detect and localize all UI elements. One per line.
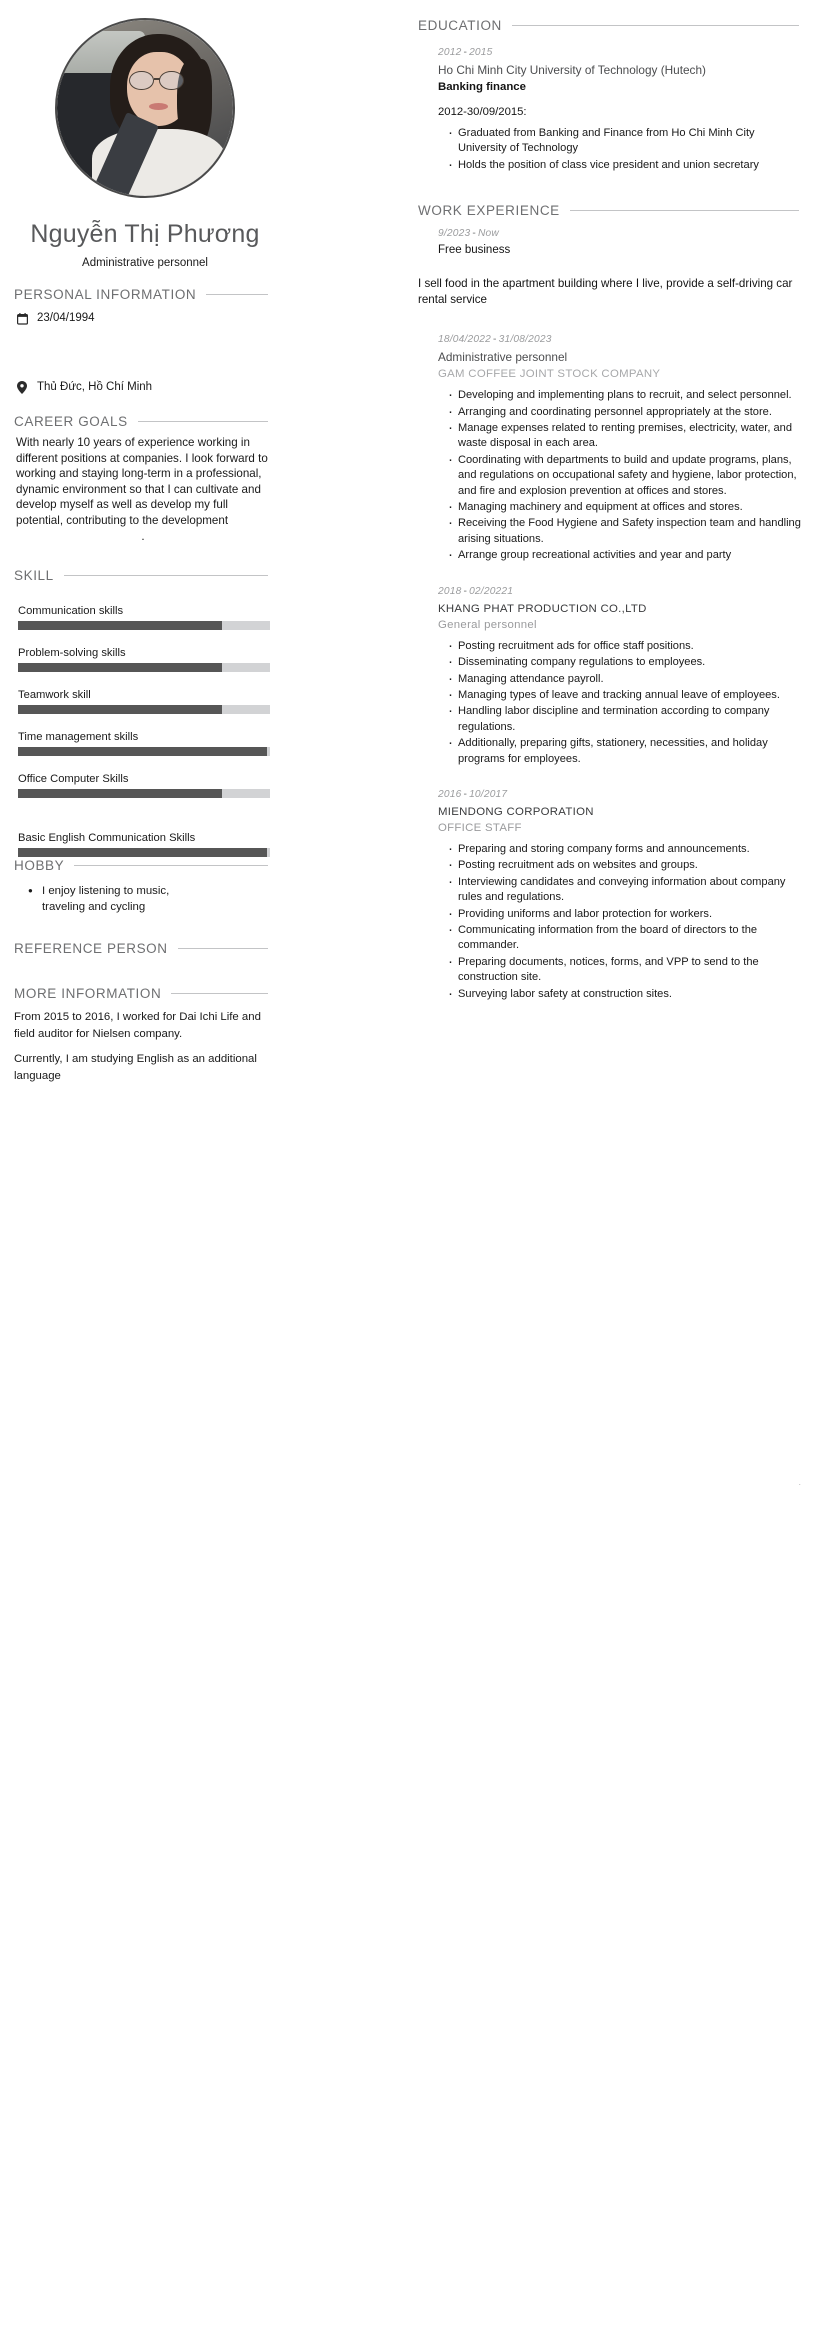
list-item: · Preparing documents, notices, forms, and VPP to send to the construction site. — [448, 955, 803, 986]
hobby-list — [28, 883, 290, 915]
birthdate-value: 23/04/1994 — [37, 312, 95, 324]
section-hobby — [14, 858, 268, 873]
more-information-body — [14, 1009, 276, 1084]
section-education — [418, 18, 799, 33]
location-value: Thủ Đức, Hồ Chí Minh — [37, 381, 153, 393]
list-item: · Communicating information from the board of directors to the commander. — [448, 923, 803, 954]
list-item: · Receiving the Food Hygiene and Safety inspection team and handling arising situations. — [448, 516, 803, 547]
job-role: OFFICE STAFF — [438, 821, 522, 834]
list-item: · Graduated from Banking and Finance from Ho Chi Minh City University of Technology — [448, 126, 803, 157]
skill-fill — [18, 747, 267, 756]
section-heading-label: EDUCATION — [418, 18, 502, 33]
location-row — [16, 381, 290, 394]
education-date-from: 2012 — [438, 47, 462, 58]
job-bullets — [448, 388, 803, 563]
job-role: General personnel — [438, 618, 537, 631]
skill-fill — [18, 705, 222, 714]
skill-label: Office Computer Skills — [18, 773, 129, 786]
education-date-to: 2015 — [469, 47, 493, 58]
skill-fill — [18, 663, 222, 672]
skill-item — [18, 689, 270, 714]
skill-fill — [18, 789, 222, 798]
skill-track — [18, 848, 270, 857]
job-title: Administrative personnel — [82, 257, 208, 269]
job-date-to: 10/2017 — [469, 788, 508, 800]
skill-item — [18, 773, 270, 798]
heading-rule — [171, 993, 268, 994]
avatar-ring — [55, 18, 235, 198]
education-school: Ho Chi Minh City University of Technology (Hutech) — [438, 63, 706, 77]
career-goals-text — [16, 435, 270, 544]
job-entry — [418, 789, 813, 834]
skill-track — [18, 747, 270, 756]
section-heading-label: WORK EXPERIENCE — [418, 203, 560, 219]
job-role: Administrative personnel — [438, 350, 568, 365]
heading-rule — [64, 575, 268, 576]
section-personal-information — [14, 287, 268, 302]
skill-item — [18, 731, 270, 756]
skill-track — [18, 705, 270, 714]
skill-item — [18, 647, 270, 672]
heading-rule — [570, 210, 799, 211]
career-goals-tail: . — [141, 529, 145, 543]
list-item: · Managing machinery and equipment at offices and stores. — [448, 500, 803, 515]
job-date-to: 31/08/2023 — [498, 334, 552, 346]
job-date-from: 2016 — [438, 788, 462, 800]
map-pin-icon — [16, 381, 28, 394]
job-entry — [418, 586, 813, 631]
job-date-from: 9/2023 — [438, 228, 471, 240]
section-heading-label: PERSONAL INFORMATION — [14, 287, 197, 302]
calendar-icon — [16, 312, 28, 325]
skill-label: Teamwork skill — [18, 689, 91, 702]
list-item: · Arranging and coordinating personnel appropriately at the store. — [448, 405, 803, 420]
section-heading-label: CAREER GOALS — [14, 414, 128, 429]
skill-label: Problem-solving skills — [18, 647, 126, 660]
heading-rule — [178, 948, 268, 949]
job-dates: 18/04/2022 - 31/08/2023 — [438, 334, 552, 346]
list-item — [28, 883, 290, 915]
list-item: · Managing attendance payroll. — [448, 672, 803, 687]
skill-label: Communication skills — [18, 605, 124, 618]
job-role: Free business — [438, 244, 511, 257]
job-entry — [418, 228, 813, 256]
job-bullets — [448, 842, 803, 1002]
job-company: MIENDONG CORPORATION — [438, 805, 594, 818]
job-date-to: Now — [477, 228, 499, 240]
list-item: · Posting recruitment ads for office staff positions. — [448, 639, 803, 654]
hobby-line-2: traveling and cycling — [42, 901, 146, 914]
section-skill — [14, 568, 268, 583]
list-item: · Developing and implementing plans to recruit, and select personnel. — [448, 388, 803, 403]
birthdate-row — [16, 312, 290, 325]
education-dates: 2012 - 2015 — [438, 47, 493, 58]
list-item: · Holds the position of class vice president and union secretary — [448, 158, 803, 173]
job-bullets — [448, 639, 803, 767]
job-entry — [418, 334, 813, 380]
more-info-paragraph: From 2015 to 2016, I worked for Dai Ichi Life and field auditor for Nielsen company. — [14, 1011, 261, 1040]
list-item: · Interviewing candidates and conveying information about company rules and regulations. — [448, 875, 803, 906]
list-item: · Disseminating company regulations to employees. — [448, 655, 803, 670]
skill-track — [18, 663, 270, 672]
section-more-information — [14, 986, 268, 1001]
more-info-paragraph: Currently, I am studying English as an additional language — [14, 1053, 257, 1082]
section-work-experience — [418, 203, 799, 218]
skill-list — [0, 605, 290, 857]
skill-fill — [18, 848, 267, 857]
skill-track — [18, 621, 270, 630]
list-item: · Handling labor discipline and termination according to company regulations. — [448, 704, 803, 735]
skill-track — [18, 789, 270, 798]
section-career-goals — [14, 414, 268, 429]
education-major: Banking finance — [438, 81, 526, 93]
education-detail-label: 2012-30/09/2015: — [438, 106, 527, 118]
list-item: · Manage expenses related to renting premises, electricity, water, and waste disposal in each area. — [448, 421, 803, 452]
list-item: · Providing uniforms and labor protection for workers. — [448, 907, 803, 922]
job-dates: 9/2023 - Now — [438, 228, 499, 240]
job-company: KHANG PHAT PRODUCTION CO.,LTD — [438, 602, 647, 615]
list-item: · Preparing and storing company forms and announcements. — [448, 842, 803, 857]
hobby-line-1: I enjoy listening to music, — [42, 885, 170, 898]
portrait-photo — [57, 20, 233, 196]
section-heading-label: SKILL — [14, 568, 54, 584]
skill-label: Time management skills — [18, 731, 139, 744]
left-column — [0, 0, 290, 1093]
heading-rule — [138, 421, 268, 422]
skill-item — [18, 832, 270, 857]
career-goals-body: With nearly 10 years of experience working in different positions at companies. I look forward to working and staying long-term in a professional, dynamic environment so that I can cultivate and develop myself as well as develop my full potential, contributing to the development — [16, 436, 268, 527]
page-marker: . — [798, 1477, 801, 1487]
job-date-from: 2018 — [438, 585, 462, 597]
avatar — [55, 18, 235, 198]
heading-rule — [206, 294, 268, 295]
list-item: · Surveying labor safety at construction sites. — [448, 987, 803, 1002]
job-dates: 2016 - 10/2017 — [438, 788, 508, 800]
skill-label: Basic English Communication Skills — [18, 832, 196, 845]
job-blurb: I sell food in the apartment building where I live, provide a self-driving car rental service — [418, 277, 793, 307]
job-company: GAM COFFEE JOINT STOCK COMPANY — [438, 368, 661, 381]
list-item: · Additionally, preparing gifts, stationery, necessities, and holiday programs for employees. — [448, 736, 803, 767]
education-detail — [418, 106, 813, 173]
education-bullets — [448, 126, 803, 173]
education-entry — [418, 47, 813, 93]
right-column — [418, 0, 813, 1487]
list-item: · Coordinating with departments to build and update programs, plans, and regulations on occupational safety and hygiene, labor protection, and fire and explosion prevention at offices and stores. — [448, 453, 803, 499]
job-date-from: 18/04/2022 — [438, 334, 491, 346]
skill-fill — [18, 621, 222, 630]
page-title: Nguyễn Thị Phương — [30, 220, 260, 248]
job-date-to: 02/20221 — [469, 585, 514, 597]
skill-item — [18, 605, 270, 630]
list-item: · Managing types of leave and tracking annual leave of employees. — [448, 688, 803, 703]
section-heading-label: MORE INFORMATION — [14, 986, 162, 1002]
list-item: · Arrange group recreational activities and year and party — [448, 548, 803, 563]
job-dates: 2018 - 02/20221 — [438, 585, 514, 597]
heading-rule — [512, 25, 799, 26]
section-reference-person — [14, 941, 268, 956]
heading-rule — [74, 865, 268, 866]
section-heading-label: HOBBY — [14, 858, 65, 874]
section-heading-label: REFERENCE PERSON — [14, 941, 168, 957]
list-item: · Posting recruitment ads on websites and groups. — [448, 858, 803, 873]
